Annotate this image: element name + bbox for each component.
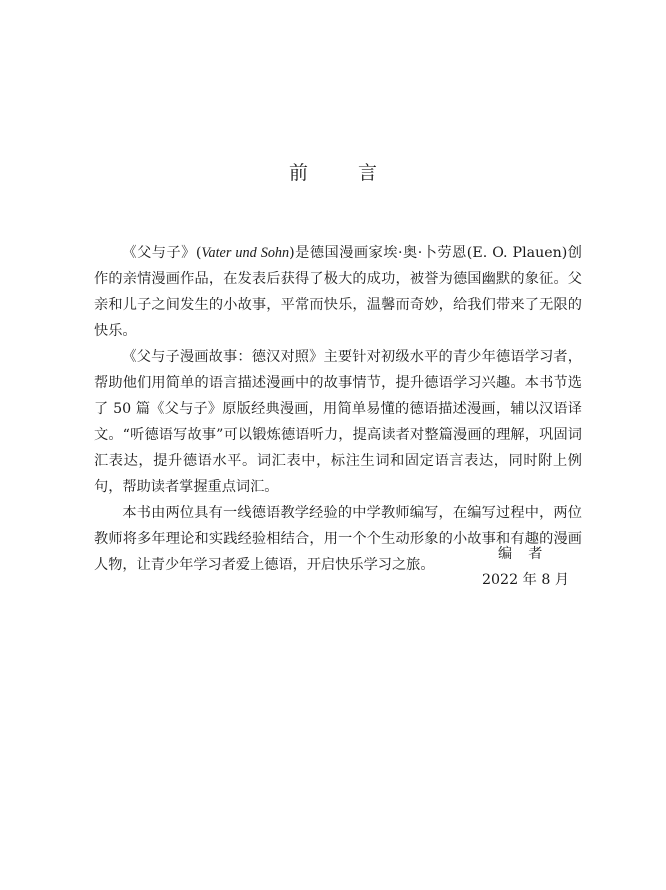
preface-body xyxy=(94,240,582,578)
page-title: 前 言 xyxy=(288,161,400,184)
paragraph-2 xyxy=(94,344,582,500)
signature-block xyxy=(420,541,600,593)
paragraph-1-italic-title: Vater und Sohn xyxy=(201,245,290,261)
paragraph-2-text: 《父与子漫画故事：德汉对照》主要针对初级水平的青少年德语学习者，帮助他们用简单的语言描述漫画中的故事情节，提升德语学习兴趣。本书节选了 50 篇《父与子》原版经典漫画，用简单易懂的德语描述漫画，辅以汉语译文。“听德语写故事”可以锻炼德语听力，提高读者对整篇漫画的理解，巩固词汇表达，提升德语水平。词汇表中，标注生词和固定语言表达，同时附上例句，帮助读者掌握重点词汇。 xyxy=(94,349,582,495)
paragraph-1 xyxy=(94,240,582,344)
paragraph-3-text: 本书由两位具有一线德语教学经验的中学教师编写，在编写过程中，两位教师将多年理论和实践经验相结合，用一个个生动形象的小故事和有趣的漫画人物，让青少年学习者爱上德语，开启快乐学习之旅。 xyxy=(94,505,582,573)
paragraph-1-part-3: )是德国漫画家埃·奥·卜劳恩(E. O. Plauen)创作的亲情漫画作品，在发表后获得了极大的成功，被誉为德国幽默的象征。父亲和儿子之间发生的小故事，平常而快乐，温馨而奇妙，给我们带来了无限的快乐。 xyxy=(94,245,582,339)
author-signature: 编者 xyxy=(498,546,559,562)
date-signature: 2022 年 8 月 xyxy=(482,572,570,588)
paragraph-1-part-1: 《父与子》( xyxy=(122,245,202,261)
